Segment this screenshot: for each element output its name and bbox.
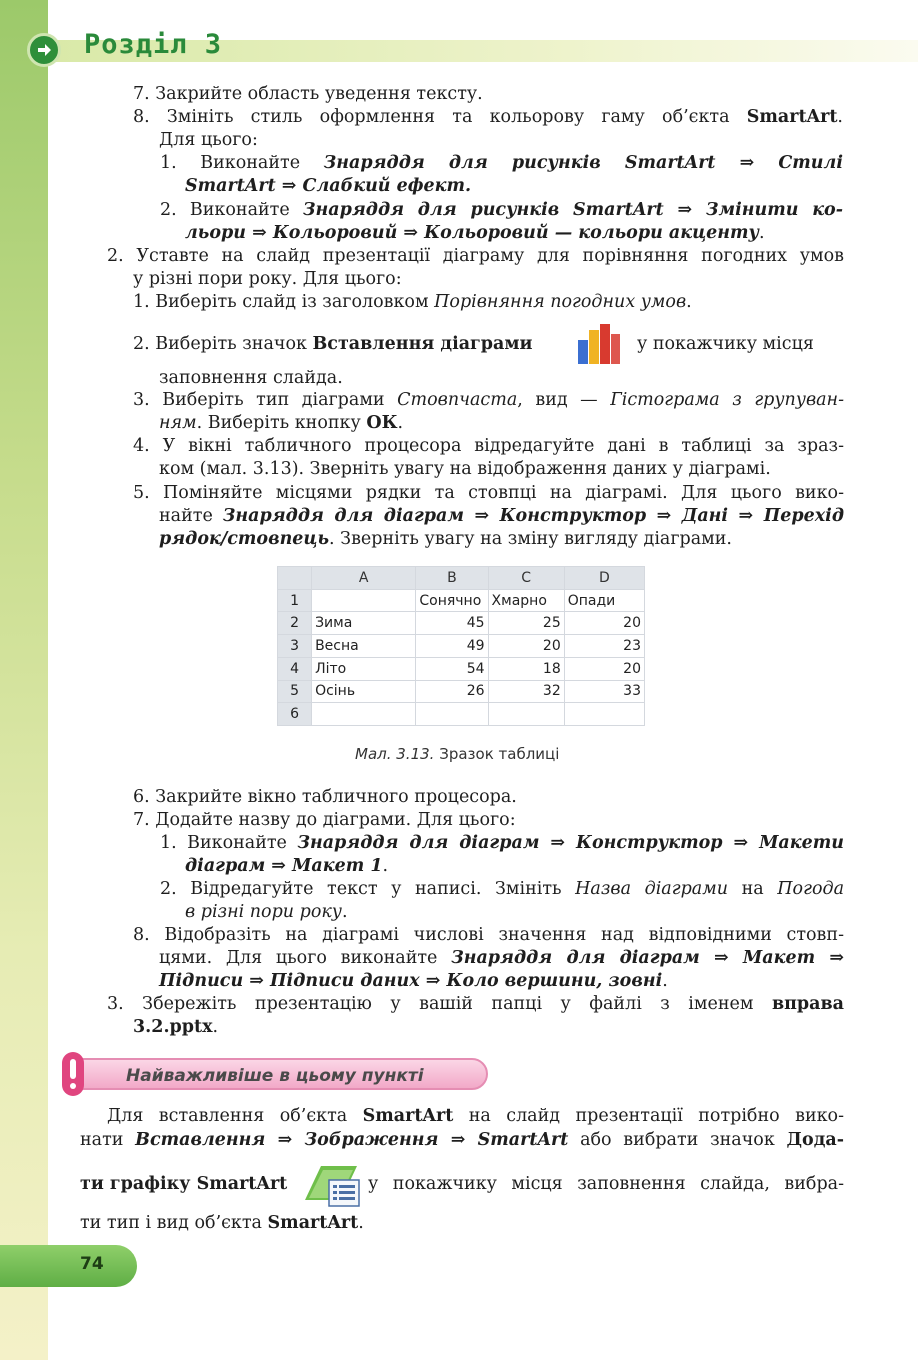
task-2-step-7: 7. Додайте назву до діаграми. Для цього: xyxy=(133,810,516,830)
task-2-step-2-tail: у покажчику місця xyxy=(637,334,814,354)
task-2-step-5: 5. Поміняйте місцями рядки та стовпці на діаграмі. Для цього вико- xyxy=(133,483,844,503)
summary-line-1: Для вставлення об’єкта SmartArt на слайд презентації потрібно вико- xyxy=(107,1106,844,1126)
task-2-step-2-cont: заповнення слайда. xyxy=(159,368,343,388)
task-2-step-4-cont: ком (мал. 3.13). Зверніть увагу на відображення даних у діаграмі. xyxy=(159,459,771,479)
substep-7-1-cont: діаграм ⇒ Макет 1. xyxy=(185,856,389,876)
section-title: Розділ 3 xyxy=(84,29,223,60)
page-number: 74 xyxy=(80,1254,104,1274)
side-band xyxy=(0,0,48,1360)
summary-line-3-tail: у покажчику місця заповнення слайда, вибра- xyxy=(368,1174,844,1194)
table-row: 3 Весна 49 20 23 xyxy=(278,635,645,658)
substep-8-2: 2. Виконайте Знаряддя для рисунків SmartArt ⇒ Змінити ко- xyxy=(160,200,843,220)
step-8-intro: Для цього: xyxy=(159,130,258,150)
exclamation-icon xyxy=(62,1052,84,1096)
col-header: D xyxy=(564,567,644,590)
table-row: 1 Сонячно Хмарно Опади xyxy=(278,589,645,612)
substep-8-1-cont: SmartArt ⇒ Слабкий ефект. xyxy=(185,176,472,196)
task-2-step-5-end: рядок/стовпець. Зверніть увагу на зміну вигляду діаграми. xyxy=(159,529,732,549)
task-2-step-8: 8. Відобразіть на діаграмі числові значення над відповідними стовп- xyxy=(133,925,844,945)
section-badge xyxy=(27,33,61,67)
substep-7-2-cont: в різні пори року. xyxy=(185,902,348,922)
task-2-step-3: 3. Виберіть тип діаграми Стовпчаста, вид — Гістограма з групуван- xyxy=(133,390,844,410)
table-row: 5 Осінь 26 32 33 xyxy=(278,680,645,703)
task-2-step-6: 6. Закрийте вікно табличного процесора. xyxy=(133,787,517,807)
task-2-step-8-cont: цями. Для цього виконайте Знаряддя для діаграм ⇒ Макет ⇒ xyxy=(159,948,844,968)
step-7-close: 7. Закрийте область уведення тексту. xyxy=(133,84,483,104)
arrow-right-icon xyxy=(36,42,52,58)
page-number-tab xyxy=(0,1245,137,1287)
table-row: 4 Літо 54 18 20 xyxy=(278,657,645,680)
bar-chart-icon xyxy=(576,320,622,366)
sheet-header-row xyxy=(278,567,645,590)
task-3-cont: 3.2.pptx. xyxy=(133,1017,219,1037)
substep-7-2: 2. Відредагуйте текст у написі. Змініть Назва діаграми на Погода xyxy=(160,879,844,899)
figure-caption: Мал. 3.13. Зразок таблиці xyxy=(355,745,560,763)
table-row: 6 xyxy=(278,703,645,726)
task-2-step-1: 1. Виберіть слайд із заголовком Порівняння погодних умов. xyxy=(133,292,692,312)
sheet-corner xyxy=(278,567,312,590)
substep-7-1: 1. Виконайте Знаряддя для діаграм ⇒ Конструктор ⇒ Макети xyxy=(160,833,844,853)
smartart-icon xyxy=(299,1160,363,1208)
task-3: 3. Збережіть презентацію у вашій папці у файлі з іменем вправа xyxy=(107,994,844,1014)
task-2-step-4: 4. У вікні табличного процесора відредагуйте дані в таблиці за зраз- xyxy=(133,436,844,456)
summary-line-3: ти графіку SmartArt xyxy=(80,1174,288,1194)
task-2-step-2: 2. Виберіть значок Вставлення діаграми xyxy=(133,334,533,354)
task-2-step-8-end: Підписи ⇒ Підписи даних ⇒ Коло вершини, зовні. xyxy=(159,971,668,991)
substep-8-1: 1. Виконайте Знаряддя для рисунків SmartArt ⇒ Стилі xyxy=(160,153,843,173)
task-2-step-5-cont: найте Знаряддя для діаграм ⇒ Конструктор ⇒ Дані ⇒ Перехід xyxy=(159,506,844,526)
col-header: A xyxy=(312,567,416,590)
table-row: 2 Зима 45 25 20 xyxy=(278,612,645,635)
spreadsheet-figure xyxy=(277,566,645,726)
summary-line-2: нати Вставлення ⇒ Зображення ⇒ SmartArt або вибрати значок Дода- xyxy=(80,1130,844,1150)
task-2: 2. Уставте на слайд презентації діаграму для порівняння погодних умов xyxy=(107,246,844,266)
col-header: B xyxy=(416,567,488,590)
key-points-title: Найважливіше в цьому пункті xyxy=(126,1066,424,1086)
task-2-step-3-cont: ням. Виберіть кнопку ОК. xyxy=(159,413,404,433)
summary-line-4: ти тип і вид об’єкта SmartArt. xyxy=(80,1213,364,1233)
step-8-style: 8. Змініть стиль оформлення та кольорову гаму об’єкта SmartArt. xyxy=(133,107,843,127)
col-header: C xyxy=(488,567,564,590)
task-2-cont: у різні пори року. Для цього: xyxy=(133,269,402,289)
substep-8-2-cont: льори ⇒ Кольоровий ⇒ Кольоровий — кольори акценту. xyxy=(185,223,765,243)
